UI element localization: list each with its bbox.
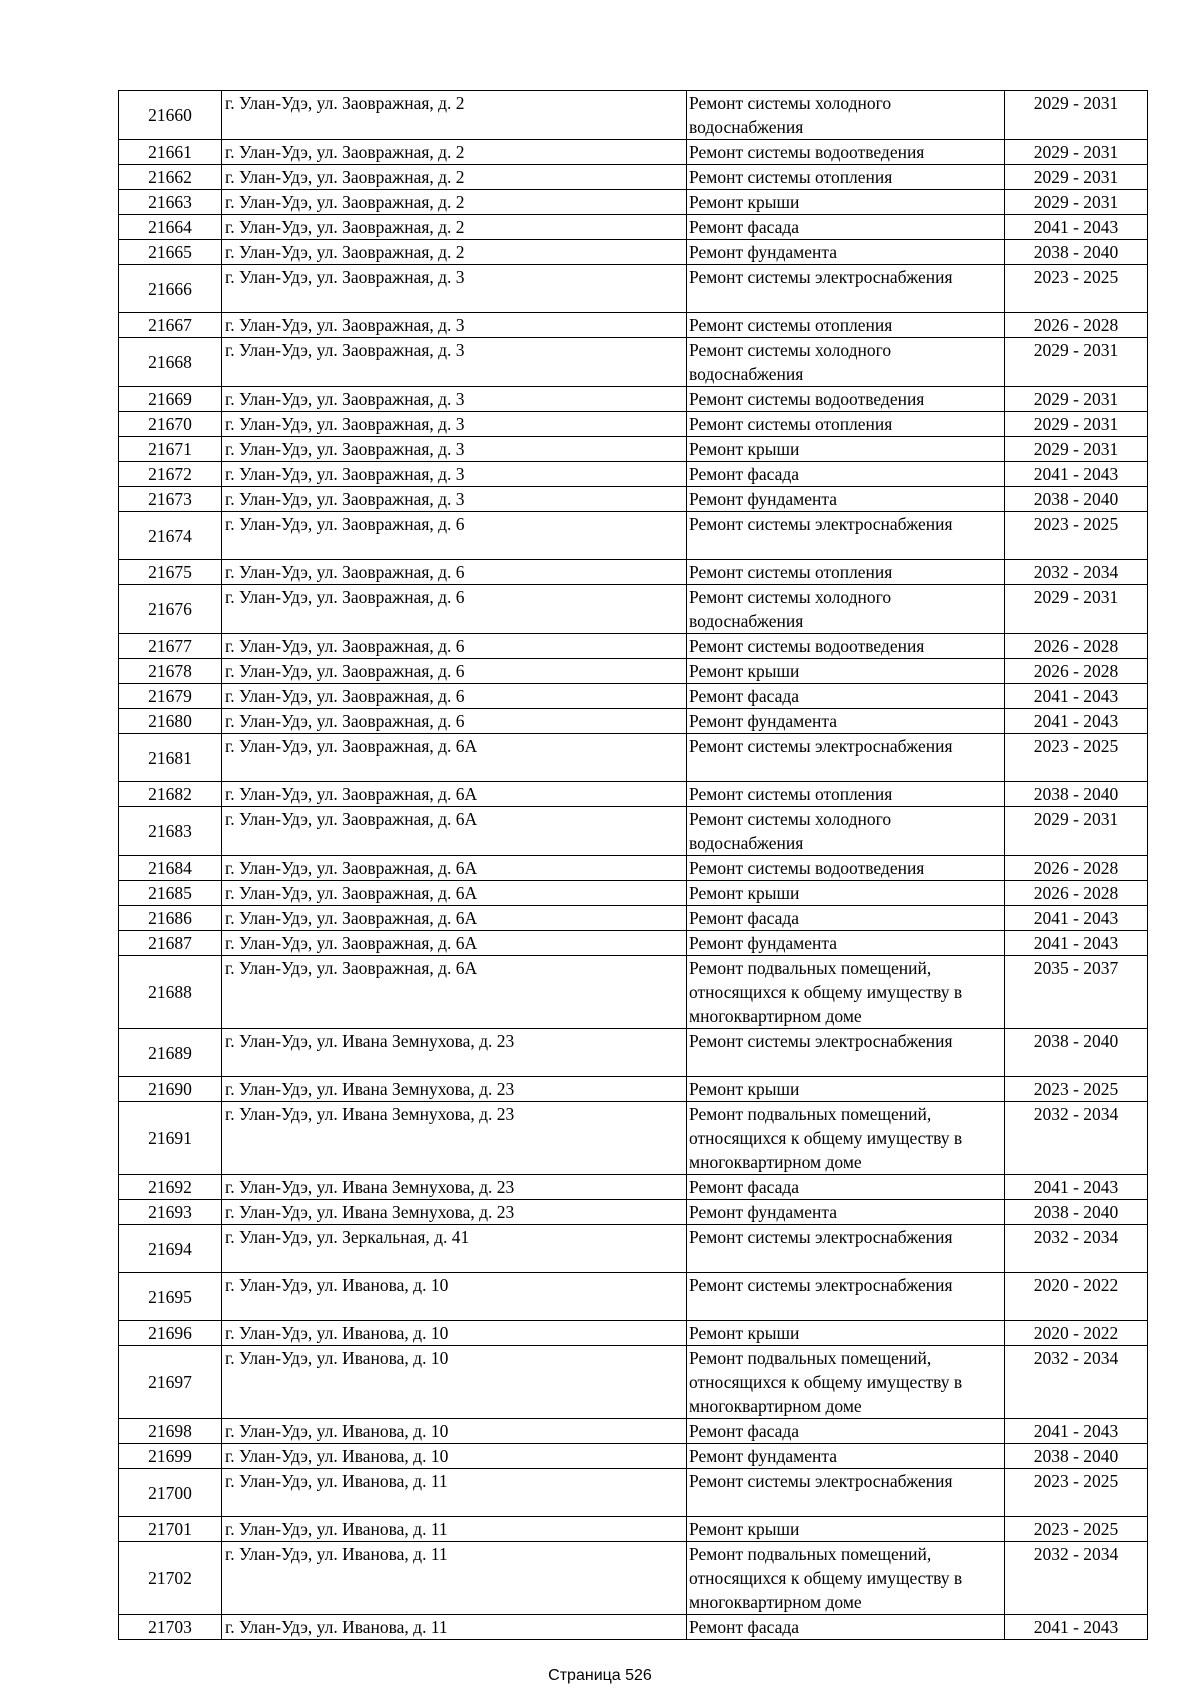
row-number: 21667 [119,313,222,338]
row-work-type: Ремонт крыши [687,1321,1005,1346]
row-work-type: Ремонт системы водоотведения [687,387,1005,412]
row-work-type: Ремонт системы холодного водоснабжения [687,585,1005,634]
row-number: 21697 [119,1346,222,1419]
row-work-type: Ремонт системы электроснабжения [687,1273,1005,1321]
row-work-type: Ремонт системы отопления [687,560,1005,585]
row-work-type: Ремонт системы электроснабжения [687,1225,1005,1273]
row-address: г. Улан-Удэ, ул. Ивана Земнухова, д. 23 [222,1175,687,1200]
row-number: 21684 [119,856,222,881]
row-period: 2038 - 2040 [1005,1029,1148,1077]
row-work-type: Ремонт фасада [687,684,1005,709]
row-period: 2026 - 2028 [1005,856,1148,881]
table-row [119,1175,1148,1200]
row-address: г. Улан-Удэ, ул. Заовражная, д. 3 [222,437,687,462]
row-work-type: Ремонт системы электроснабжения [687,1469,1005,1517]
table-row [119,487,1148,512]
table-row [119,91,1148,140]
row-period: 2032 - 2034 [1005,1225,1148,1273]
row-work-type: Ремонт крыши [687,659,1005,684]
row-address: г. Улан-Удэ, ул. Заовражная, д. 6А [222,782,687,807]
row-number: 21696 [119,1321,222,1346]
row-work-type: Ремонт системы электроснабжения [687,512,1005,560]
row-work-type: Ремонт фасада [687,462,1005,487]
row-address: г. Улан-Удэ, ул. Заовражная, д. 2 [222,190,687,215]
row-address: г. Улан-Удэ, ул. Заовражная, д. 3 [222,313,687,338]
works-table [118,90,1148,1640]
row-number: 21666 [119,265,222,313]
row-address: г. Улан-Удэ, ул. Заовражная, д. 2 [222,215,687,240]
row-number: 21680 [119,709,222,734]
row-number: 21678 [119,659,222,684]
row-number: 21679 [119,684,222,709]
row-work-type: Ремонт фасада [687,1175,1005,1200]
row-period: 2023 - 2025 [1005,265,1148,313]
row-work-type: Ремонт системы электроснабжения [687,734,1005,782]
row-number: 21676 [119,585,222,634]
row-period: 2032 - 2034 [1005,1542,1148,1615]
row-address: г. Улан-Удэ, ул. Заовражная, д. 6А [222,856,687,881]
row-number: 21669 [119,387,222,412]
row-address: г. Улан-Удэ, ул. Заовражная, д. 3 [222,265,687,313]
table-row [119,684,1148,709]
row-period: 2029 - 2031 [1005,412,1148,437]
row-number: 21661 [119,140,222,165]
row-period: 2023 - 2025 [1005,1469,1148,1517]
row-address: г. Улан-Удэ, ул. Заовражная, д. 6А [222,931,687,956]
row-address: г. Улан-Удэ, ул. Иванова, д. 11 [222,1517,687,1542]
row-address: г. Улан-Удэ, ул. Заовражная, д. 6 [222,512,687,560]
table-row [119,412,1148,437]
row-period: 2023 - 2025 [1005,1077,1148,1102]
row-period: 2026 - 2028 [1005,634,1148,659]
row-address: г. Улан-Удэ, ул. Заовражная, д. 3 [222,412,687,437]
table-row [119,1346,1148,1419]
row-period: 2041 - 2043 [1005,1615,1148,1640]
table-row [119,1542,1148,1615]
row-period: 2038 - 2040 [1005,1200,1148,1225]
table-row [119,1102,1148,1175]
row-work-type: Ремонт фундамента [687,709,1005,734]
row-number: 21677 [119,634,222,659]
row-work-type: Ремонт системы водоотведения [687,140,1005,165]
row-period: 2038 - 2040 [1005,487,1148,512]
row-address: г. Улан-Удэ, ул. Заовражная, д. 6 [222,585,687,634]
row-number: 21688 [119,956,222,1029]
row-work-type: Ремонт подвальных помещений, относящихся к общему имуществу в многоквартирном доме [687,1542,1005,1615]
row-period: 2032 - 2034 [1005,1346,1148,1419]
row-number: 21663 [119,190,222,215]
row-address: г. Улан-Удэ, ул. Заовражная, д. 6 [222,634,687,659]
table-row [119,387,1148,412]
row-address: г. Улан-Удэ, ул. Заовражная, д. 6А [222,807,687,856]
row-work-type: Ремонт системы отопления [687,313,1005,338]
row-period: 2038 - 2040 [1005,782,1148,807]
row-number: 21662 [119,165,222,190]
row-period: 2029 - 2031 [1005,807,1148,856]
row-number: 21675 [119,560,222,585]
row-number: 21685 [119,881,222,906]
row-number: 21700 [119,1469,222,1517]
row-period: 2029 - 2031 [1005,91,1148,140]
row-address: г. Улан-Удэ, ул. Заовражная, д. 2 [222,240,687,265]
table-row [119,856,1148,881]
row-number: 21672 [119,462,222,487]
row-address: г. Улан-Удэ, ул. Ивана Земнухова, д. 23 [222,1200,687,1225]
row-work-type: Ремонт системы отопления [687,782,1005,807]
row-work-type: Ремонт фасада [687,1615,1005,1640]
row-address: г. Улан-Удэ, ул. Заовражная, д. 6А [222,956,687,1029]
table-row [119,1469,1148,1517]
row-number: 21686 [119,906,222,931]
row-period: 2029 - 2031 [1005,140,1148,165]
row-period: 2026 - 2028 [1005,659,1148,684]
row-work-type: Ремонт фундамента [687,487,1005,512]
row-number: 21701 [119,1517,222,1542]
row-number: 21702 [119,1542,222,1615]
row-address: г. Улан-Удэ, ул. Иванова, д. 10 [222,1321,687,1346]
row-work-type: Ремонт крыши [687,1517,1005,1542]
row-period: 2041 - 2043 [1005,1175,1148,1200]
table-body [119,91,1148,1640]
table-row [119,1517,1148,1542]
row-address: г. Улан-Удэ, ул. Иванова, д. 10 [222,1419,687,1444]
row-period: 2032 - 2034 [1005,560,1148,585]
row-period: 2023 - 2025 [1005,734,1148,782]
row-period: 2029 - 2031 [1005,437,1148,462]
row-address: г. Улан-Удэ, ул. Заовражная, д. 6А [222,734,687,782]
row-work-type: Ремонт системы водоотведения [687,634,1005,659]
row-address: г. Улан-Удэ, ул. Иванова, д. 10 [222,1346,687,1419]
row-number: 21703 [119,1615,222,1640]
row-work-type: Ремонт крыши [687,881,1005,906]
table-row [119,906,1148,931]
table-row [119,313,1148,338]
row-address: г. Улан-Удэ, ул. Заовражная, д. 3 [222,338,687,387]
row-period: 2029 - 2031 [1005,165,1148,190]
row-number: 21694 [119,1225,222,1273]
table-row [119,140,1148,165]
table-row [119,1029,1148,1077]
table-row [119,1225,1148,1273]
row-work-type: Ремонт крыши [687,1077,1005,1102]
row-work-type: Ремонт подвальных помещений, относящихся к общему имуществу в многоквартирном доме [687,1102,1005,1175]
row-number: 21674 [119,512,222,560]
row-number: 21691 [119,1102,222,1175]
row-work-type: Ремонт крыши [687,190,1005,215]
row-address: г. Улан-Удэ, ул. Заовражная, д. 6 [222,684,687,709]
table-row [119,585,1148,634]
table-row [119,1419,1148,1444]
row-address: г. Улан-Удэ, ул. Иванова, д. 10 [222,1444,687,1469]
row-work-type: Ремонт крыши [687,437,1005,462]
row-work-type: Ремонт системы отопления [687,165,1005,190]
row-number: 21670 [119,412,222,437]
row-address: г. Улан-Удэ, ул. Зеркальная, д. 41 [222,1225,687,1273]
table-row [119,215,1148,240]
table-row [119,782,1148,807]
row-address: г. Улан-Удэ, ул. Иванова, д. 11 [222,1542,687,1615]
row-number: 21687 [119,931,222,956]
row-work-type: Ремонт фасада [687,215,1005,240]
table-row [119,240,1148,265]
row-period: 2038 - 2040 [1005,240,1148,265]
page-number: Страница 526 [548,1667,652,1684]
row-number: 21671 [119,437,222,462]
table-row [119,437,1148,462]
row-address: г. Улан-Удэ, ул. Заовражная, д. 3 [222,387,687,412]
row-number: 21681 [119,734,222,782]
row-number: 21689 [119,1029,222,1077]
row-period: 2041 - 2043 [1005,931,1148,956]
row-period: 2041 - 2043 [1005,709,1148,734]
row-period: 2041 - 2043 [1005,684,1148,709]
row-work-type: Ремонт системы электроснабжения [687,1029,1005,1077]
table-row [119,1273,1148,1321]
row-work-type: Ремонт системы водоотведения [687,856,1005,881]
row-number: 21693 [119,1200,222,1225]
row-period: 2035 - 2037 [1005,956,1148,1029]
row-work-type: Ремонт подвальных помещений, относящихся к общему имуществу в многоквартирном доме [687,1346,1005,1419]
row-period: 2023 - 2025 [1005,1517,1148,1542]
row-work-type: Ремонт фундамента [687,931,1005,956]
row-period: 2041 - 2043 [1005,1419,1148,1444]
row-work-type: Ремонт фундамента [687,1444,1005,1469]
row-number: 21665 [119,240,222,265]
row-period: 2041 - 2043 [1005,906,1148,931]
row-address: г. Улан-Удэ, ул. Заовражная, д. 6А [222,906,687,931]
row-work-type: Ремонт системы холодного водоснабжения [687,338,1005,387]
table-row [119,1444,1148,1469]
row-address: г. Улан-Удэ, ул. Заовражная, д. 2 [222,165,687,190]
row-work-type: Ремонт фундамента [687,1200,1005,1225]
row-address: г. Улан-Удэ, ул. Заовражная, д. 3 [222,462,687,487]
row-period: 2026 - 2028 [1005,313,1148,338]
table-row [119,659,1148,684]
row-work-type: Ремонт фасада [687,1419,1005,1444]
row-number: 21692 [119,1175,222,1200]
table-row [119,1321,1148,1346]
table-row [119,734,1148,782]
row-number: 21668 [119,338,222,387]
row-address: г. Улан-Удэ, ул. Ивана Земнухова, д. 23 [222,1102,687,1175]
row-number: 21673 [119,487,222,512]
table-row [119,165,1148,190]
table-row [119,1615,1148,1640]
row-address: г. Улан-Удэ, ул. Заовражная, д. 6 [222,709,687,734]
row-period: 2029 - 2031 [1005,338,1148,387]
table-row [119,931,1148,956]
row-address: г. Улан-Удэ, ул. Заовражная, д. 2 [222,91,687,140]
table-row [119,634,1148,659]
row-number: 21683 [119,807,222,856]
row-address: г. Улан-Удэ, ул. Ивана Земнухова, д. 23 [222,1077,687,1102]
row-address: г. Улан-Удэ, ул. Иванова, д. 11 [222,1469,687,1517]
table-row [119,462,1148,487]
row-period: 2029 - 2031 [1005,387,1148,412]
row-period: 2020 - 2022 [1005,1273,1148,1321]
row-period: 2038 - 2040 [1005,1444,1148,1469]
table-row [119,512,1148,560]
row-number: 21698 [119,1419,222,1444]
row-work-type: Ремонт фасада [687,906,1005,931]
row-period: 2041 - 2043 [1005,215,1148,240]
row-address: г. Улан-Удэ, ул. Заовражная, д. 2 [222,140,687,165]
row-work-type: Ремонт системы электроснабжения [687,265,1005,313]
row-number: 21660 [119,91,222,140]
row-address: г. Улан-Удэ, ул. Иванова, д. 10 [222,1273,687,1321]
row-period: 2029 - 2031 [1005,585,1148,634]
table-row [119,709,1148,734]
row-period: 2032 - 2034 [1005,1102,1148,1175]
table-row [119,881,1148,906]
row-address: г. Улан-Удэ, ул. Заовражная, д. 6 [222,560,687,585]
row-address: г. Улан-Удэ, ул. Заовражная, д. 6А [222,881,687,906]
row-work-type: Ремонт подвальных помещений, относящихся к общему имуществу в многоквартирном доме [687,956,1005,1029]
row-work-type: Ремонт системы отопления [687,412,1005,437]
table-row [119,190,1148,215]
table-row [119,560,1148,585]
row-work-type: Ремонт системы холодного водоснабжения [687,807,1005,856]
table-row [119,338,1148,387]
row-number: 21695 [119,1273,222,1321]
table-row [119,1200,1148,1225]
table-row [119,1077,1148,1102]
row-period: 2026 - 2028 [1005,881,1148,906]
table-row [119,265,1148,313]
row-number: 21699 [119,1444,222,1469]
row-address: г. Улан-Удэ, ул. Иванова, д. 11 [222,1615,687,1640]
row-number: 21690 [119,1077,222,1102]
row-number: 21682 [119,782,222,807]
row-work-type: Ремонт фундамента [687,240,1005,265]
row-period: 2029 - 2031 [1005,190,1148,215]
row-address: г. Улан-Удэ, ул. Заовражная, д. 6 [222,659,687,684]
table-row [119,956,1148,1029]
row-period: 2020 - 2022 [1005,1321,1148,1346]
row-period: 2023 - 2025 [1005,512,1148,560]
row-period: 2041 - 2043 [1005,462,1148,487]
row-number: 21664 [119,215,222,240]
table-row [119,807,1148,856]
row-address: г. Улан-Удэ, ул. Ивана Земнухова, д. 23 [222,1029,687,1077]
row-address: г. Улан-Удэ, ул. Заовражная, д. 3 [222,487,687,512]
row-work-type: Ремонт системы холодного водоснабжения [687,91,1005,140]
